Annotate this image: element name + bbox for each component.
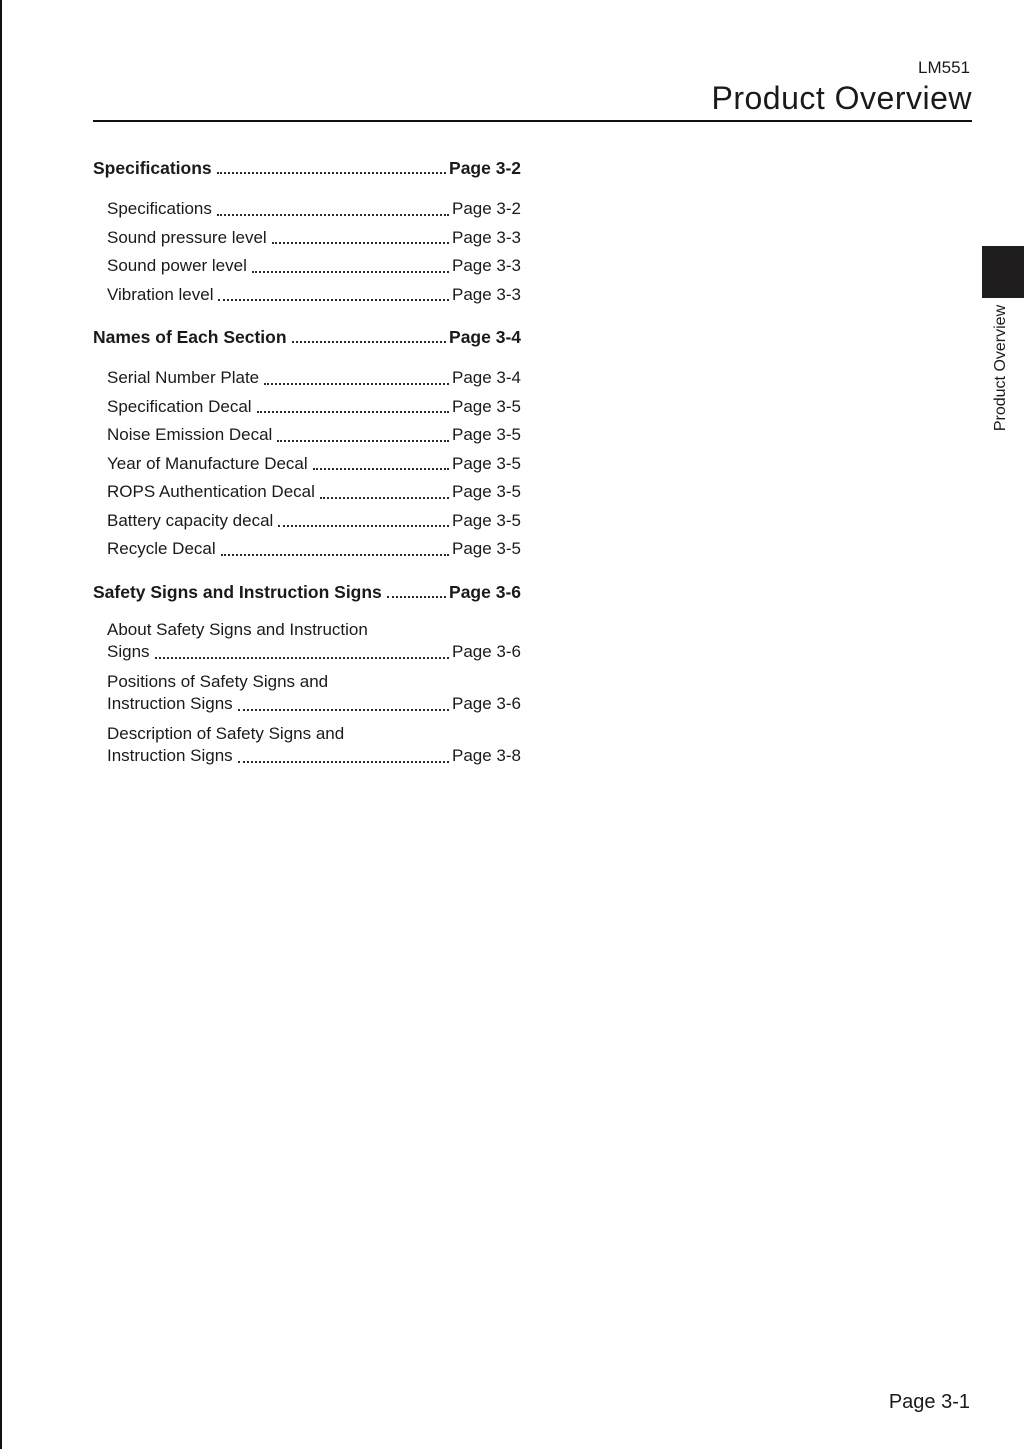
dot-leader xyxy=(272,242,449,244)
dot-leader xyxy=(252,271,449,273)
dot-leader xyxy=(292,341,446,343)
toc-item-label: ROPS Authentication Decal xyxy=(107,482,315,501)
dot-leader xyxy=(238,761,449,763)
toc-item-row xyxy=(107,693,521,716)
toc-item-page-ref: Page 3-8 xyxy=(452,746,521,765)
toc-section-label: Safety Signs and Instruction Signs xyxy=(93,581,382,602)
toc-item xyxy=(93,535,521,564)
toc-section-page-ref: Page 3-6 xyxy=(449,581,521,602)
toc-item-label: Sound power level xyxy=(107,256,247,275)
toc-section-page-ref: Page 3-2 xyxy=(449,158,521,178)
dot-leader xyxy=(277,440,449,442)
toc-item-label: Instruction Signs xyxy=(107,746,233,765)
model-code: LM551 xyxy=(918,58,970,77)
table-of-contents xyxy=(93,158,521,775)
page-title: Product Overview xyxy=(711,80,972,116)
toc-item-label: Sound pressure level xyxy=(107,227,267,247)
toc-section-heading xyxy=(93,327,521,347)
toc-item xyxy=(93,619,521,664)
toc-item-label: Recycle Decal xyxy=(107,539,216,558)
toc-item-label: Specifications xyxy=(107,199,212,218)
toc-item-page-ref: Page 3-2 xyxy=(452,199,521,218)
dot-leader xyxy=(320,497,449,499)
toc-item xyxy=(93,364,521,393)
dot-leader xyxy=(221,554,449,556)
title-rule xyxy=(93,120,972,122)
toc-item xyxy=(93,450,521,479)
dot-leader xyxy=(278,525,449,527)
toc-item xyxy=(93,421,521,450)
toc-item-page-ref: Page 3-5 xyxy=(452,396,521,416)
toc-item xyxy=(93,224,521,253)
toc-item-page-ref: Page 3-5 xyxy=(452,510,521,530)
dot-leader xyxy=(217,214,449,216)
toc-item-page-ref: Page 3-5 xyxy=(452,425,521,444)
toc-item-label: Signs xyxy=(107,642,150,661)
toc-section-heading xyxy=(93,158,521,178)
toc-item-label: Instruction Signs xyxy=(107,694,233,713)
toc-item xyxy=(93,723,521,768)
toc-item-page-ref: Page 3-3 xyxy=(452,256,521,275)
toc-item-label: Specification Decal xyxy=(107,396,252,416)
dot-leader xyxy=(155,657,449,659)
toc-item xyxy=(93,195,521,224)
toc-item xyxy=(93,281,521,310)
toc-item-page-ref: Page 3-3 xyxy=(452,227,521,247)
dot-leader xyxy=(218,299,449,301)
toc-item-label-line1: Positions of Safety Signs and xyxy=(107,671,329,691)
toc-item-label: Vibration level xyxy=(107,284,214,304)
toc-item-label: Serial Number Plate xyxy=(107,368,260,387)
dot-leader xyxy=(217,172,446,174)
dot-leader xyxy=(264,383,449,385)
toc-item-row xyxy=(107,745,521,768)
toc-item xyxy=(93,507,521,536)
toc-item-page-ref: Page 3-5 xyxy=(452,482,521,501)
toc-item-page-ref: Page 3-3 xyxy=(452,284,521,304)
toc-item xyxy=(93,252,521,281)
toc-item-label-line1: Description of Safety Signs and xyxy=(107,723,345,743)
toc-section-heading xyxy=(93,582,521,602)
toc-item-page-ref: Page 3-6 xyxy=(452,694,521,713)
toc-item-label: Year of Manufacture Decal xyxy=(107,453,308,473)
toc-item-page-ref: Page 3-5 xyxy=(452,453,521,473)
toc-section-page-ref: Page 3-4 xyxy=(449,327,521,347)
toc-item-page-ref: Page 3-5 xyxy=(452,539,521,558)
dot-leader xyxy=(257,411,449,413)
toc-section-label: Names of Each Section xyxy=(93,327,287,347)
toc-item-label: Noise Emission Decal xyxy=(107,425,273,444)
toc-item xyxy=(93,393,521,422)
toc-item-page-ref: Page 3-4 xyxy=(452,368,521,387)
dot-leader xyxy=(387,596,446,598)
toc-item xyxy=(93,671,521,716)
dot-leader xyxy=(313,468,449,470)
footer-page-number: Page 3-1 xyxy=(888,1391,970,1413)
side-tab-label: Product Overview xyxy=(992,304,1009,432)
toc-section-label: Specifications xyxy=(93,158,212,178)
section-tab xyxy=(982,246,1024,298)
toc-item-row xyxy=(107,641,521,664)
page-left-edge-line xyxy=(0,0,2,1449)
toc-item-label-line1: About Safety Signs and Instruction xyxy=(107,619,368,639)
toc-item-label: Battery capacity decal xyxy=(107,510,274,530)
toc-item xyxy=(93,478,521,507)
toc-item-page-ref: Page 3-6 xyxy=(452,642,521,661)
dot-leader xyxy=(238,709,449,711)
